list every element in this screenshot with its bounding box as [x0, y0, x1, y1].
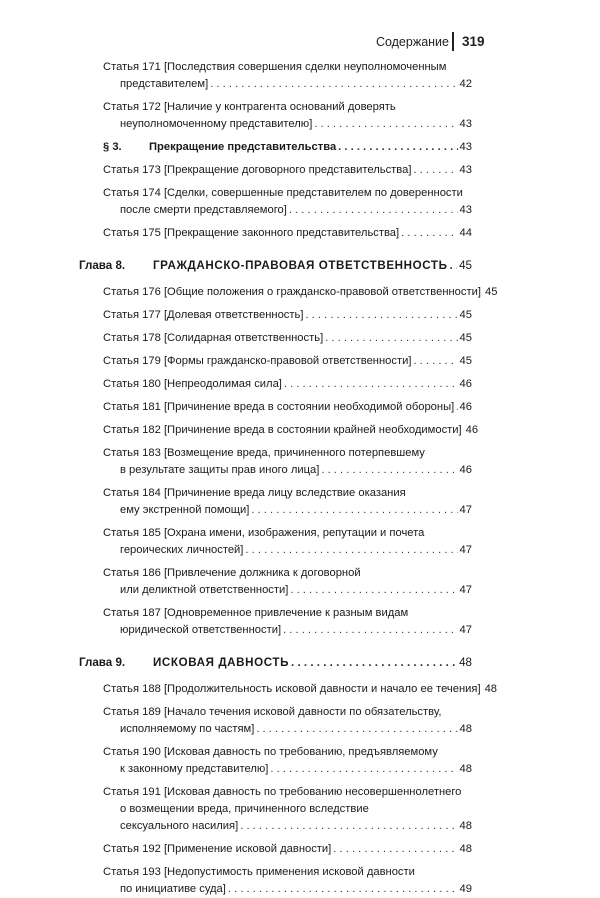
- chapter-number: Глава 8.: [79, 259, 126, 272]
- toc-entry-text: Статья 188 [Продолжительность исковой давности и начало ее течения]: [103, 683, 481, 695]
- toc-page-number: 48: [459, 656, 472, 669]
- dot-leader: [413, 353, 457, 370]
- toc-entry-text: Статья 191 [Исковая давность по требованию несовершеннолетнего: [103, 786, 462, 798]
- toc-line-with-leader: [103, 376, 472, 393]
- toc-line: [103, 525, 472, 542]
- toc-page-number: 46: [459, 378, 472, 390]
- page-number: 319: [462, 34, 485, 49]
- toc-line: [103, 185, 472, 202]
- toc-entry-text: Статья 176 [Общие положения о гражданско-правовой ответственности]: [103, 286, 481, 298]
- toc-article-entry: [103, 376, 472, 393]
- toc-entry-text: Статья 177 [Долевая ответственность]: [103, 309, 304, 321]
- toc-page-number: 42: [459, 78, 472, 90]
- toc-page-number: 43: [459, 204, 472, 216]
- toc-line-with-leader: [103, 622, 472, 639]
- toc-line-with-leader: [103, 330, 472, 347]
- toc-article-entry: [103, 864, 472, 898]
- toc-page-number: 45: [459, 259, 472, 272]
- toc-article-entry: [103, 841, 472, 858]
- toc-entry-text: Статья 181 [Причинение вреда в состоянии необходимой обороны]: [103, 401, 455, 413]
- toc-entry-text: Прекращение представительства: [149, 141, 337, 153]
- dot-leader: [450, 257, 458, 274]
- toc-line-with-leader: [103, 307, 472, 324]
- toc-entry-text: Статья 186 [Привлечение должника к договорной: [103, 567, 361, 579]
- dot-leader: [240, 818, 457, 835]
- toc-page-number: 46: [459, 401, 472, 413]
- toc-line-with-leader: [79, 654, 472, 671]
- toc-entry-text: Статья 185 [Охрана имени, изображения, репутации и почета: [103, 527, 425, 539]
- toc-page-number: 43: [459, 164, 472, 176]
- toc-line-with-leader: [103, 542, 472, 559]
- toc-article-entry: [103, 307, 472, 324]
- toc-line-with-leader: [103, 399, 472, 416]
- toc-page-number: 47: [459, 504, 472, 516]
- dot-leader: [305, 307, 457, 324]
- toc-line-with-leader: [103, 116, 472, 133]
- dot-leader: [228, 881, 458, 898]
- toc-entry-text: Статья 193 [Недопустимость применения исковой давности: [103, 866, 415, 878]
- section-number: § 3.: [103, 141, 122, 153]
- dot-leader: [401, 225, 457, 242]
- toc-page-number: 43: [459, 141, 472, 153]
- toc-article-entry: [103, 399, 472, 416]
- dot-leader: [251, 502, 457, 519]
- toc-section-entry: [103, 139, 472, 156]
- toc-page-number: 48: [484, 683, 498, 695]
- toc-entry-text: или деликтной ответственности]: [120, 584, 289, 596]
- running-header: [0, 32, 600, 54]
- toc-page-number: 49: [459, 883, 472, 895]
- toc-line: [103, 565, 472, 582]
- dot-leader: [283, 622, 457, 639]
- toc-line-with-leader: [103, 76, 472, 93]
- toc-page-number: 48: [459, 843, 472, 855]
- toc-page-number: 45: [459, 332, 472, 344]
- header-separator: [452, 32, 454, 51]
- toc-entry-text: Статья 175 [Прекращение законного представительства]: [103, 227, 400, 239]
- toc-line-with-leader: [103, 721, 472, 738]
- toc-entry-text: Статья 183 [Возмещение вреда, причиненного потерпевшему: [103, 447, 425, 459]
- toc-article-entry: [103, 185, 472, 219]
- toc-article-entry: [103, 225, 472, 242]
- toc-entry-text: героических личностей]: [120, 544, 244, 556]
- toc-article-entry: [103, 162, 472, 179]
- toc-line-with-leader: [79, 257, 472, 274]
- toc-page-number: 48: [459, 763, 472, 775]
- toc-line-with-leader: [103, 761, 472, 778]
- toc-entry-text: неуполномоченному представителю]: [120, 118, 313, 130]
- toc-line: [103, 605, 472, 622]
- toc-chapter-entry: [79, 257, 472, 274]
- toc-article-entry: [103, 353, 472, 370]
- toc-line: [103, 99, 472, 116]
- toc-entry-text: юридической ответственности]: [120, 624, 282, 636]
- toc-line: [103, 704, 472, 721]
- dot-leader: [284, 376, 458, 393]
- toc-line: [103, 485, 472, 502]
- toc-line-with-leader: [103, 353, 472, 370]
- dot-leader: [245, 542, 457, 559]
- toc-page-number: 48: [459, 723, 472, 735]
- toc-entry-text: Статья 178 [Солидарная ответственность]: [103, 332, 324, 344]
- toc-line-with-leader: [103, 284, 498, 301]
- toc-entry-text: ИСКОВАЯ ДАВНОСТЬ: [153, 656, 290, 669]
- toc-line-with-leader: [103, 502, 472, 519]
- toc-entry-text: Статья 192 [Применение исковой давности]: [103, 843, 332, 855]
- dot-leader: [290, 582, 457, 599]
- toc-article-entry: [103, 485, 472, 519]
- toc-page-number: 45: [459, 309, 472, 321]
- toc-entry-text: Статья 174 [Сделки, совершенные представителем по доверенности: [103, 187, 463, 199]
- dot-leader: [333, 841, 457, 858]
- dot-leader: [270, 761, 457, 778]
- toc-line-with-leader: [103, 139, 472, 156]
- toc-article-entry: [103, 744, 472, 778]
- dot-leader: [210, 76, 457, 93]
- toc-article-entry: [103, 681, 498, 698]
- toc-article-entry: [103, 565, 472, 599]
- toc-entry-text: Статья 182 [Причинение вреда в состоянии крайней необходимости]: [103, 424, 462, 436]
- toc-entry-text: исполняемому по частям]: [120, 723, 255, 735]
- toc-entry-text: Статья 189 [Начало течения исковой давности по обязательству,: [103, 706, 442, 718]
- toc-line-with-leader: [103, 225, 472, 242]
- toc-article-entry: [103, 422, 479, 439]
- toc-article-entry: [103, 784, 472, 835]
- toc-entry-text: к законному представителю]: [120, 763, 269, 775]
- toc-entry-text: представителем]: [120, 78, 209, 90]
- toc-article-entry: [103, 605, 472, 639]
- toc-page-number: 47: [459, 624, 472, 636]
- dot-leader: [291, 654, 457, 671]
- toc-line: [103, 744, 472, 761]
- toc-line: [103, 864, 472, 881]
- toc-page-number: 46: [465, 424, 479, 436]
- toc-page-number: 45: [484, 286, 498, 298]
- toc-line: [103, 784, 472, 801]
- toc-page-number: 44: [459, 227, 472, 239]
- toc-entry-text: по инициативе суда]: [120, 883, 226, 895]
- toc-entry-text: Статья 173 [Прекращение договорного представительства]: [103, 164, 412, 176]
- toc-article-entry: [103, 445, 472, 479]
- toc-article-entry: [103, 704, 472, 738]
- toc-entry-text: ГРАЖДАНСКО-ПРАВОВАЯ ОТВЕТСТВЕННОСТЬ: [153, 259, 448, 272]
- toc-entry-text: в результате защиты прав иного лица]: [120, 464, 320, 476]
- dot-leader: [314, 116, 457, 133]
- toc-line: [103, 445, 472, 462]
- toc-line-with-leader: [103, 681, 498, 698]
- toc-article-entry: [103, 284, 498, 301]
- toc-line-with-leader: [103, 582, 472, 599]
- dot-leader: [256, 721, 457, 738]
- toc-line-with-leader: [103, 422, 479, 439]
- toc-page-number: 48: [459, 820, 472, 832]
- toc-line-with-leader: [103, 162, 472, 179]
- toc-entry-text: Статья 184 [Причинение вреда лицу вследствие оказания: [103, 487, 406, 499]
- dot-leader: [413, 162, 457, 179]
- dot-leader: [325, 330, 457, 347]
- toc-page-number: 46: [459, 464, 472, 476]
- toc-page-number: 47: [459, 544, 472, 556]
- toc-entry-text: Статья 190 [Исковая давность по требованию, предъявляемому: [103, 746, 438, 758]
- toc-line: [103, 59, 472, 76]
- toc-entry-text: Статья 180 [Непреодолимая сила]: [103, 378, 282, 390]
- toc-line-with-leader: [103, 202, 472, 219]
- dot-leader: [289, 202, 458, 219]
- dot-leader: [321, 462, 457, 479]
- toc-chapter-entry: [79, 654, 472, 671]
- toc-entry-text: Статья 172 [Наличие у контрагента оснований доверять: [103, 101, 396, 113]
- toc-article-entry: [103, 330, 472, 347]
- toc-entry-text: о возмещении вреда, причиненного вследствие: [120, 803, 369, 815]
- header-title: Содержание: [375, 35, 449, 49]
- toc-line-with-leader: [103, 841, 472, 858]
- toc-page-number: 47: [459, 584, 472, 596]
- dot-leader: [338, 139, 457, 156]
- toc-entry-text: Статья 171 [Последствия совершения сделки неуполномоченным: [103, 61, 447, 73]
- toc-entry-text: Статья 187 [Одновременное привлечение к разным видам: [103, 607, 409, 619]
- toc-article-entry: [103, 99, 472, 133]
- toc-line-with-leader: [103, 818, 472, 835]
- toc-article-entry: [103, 525, 472, 559]
- dot-leader: [456, 399, 457, 416]
- toc-page-number: 45: [459, 355, 472, 367]
- toc-line: [103, 801, 472, 818]
- chapter-number: Глава 9.: [79, 656, 126, 669]
- toc-article-entry: [103, 59, 472, 93]
- toc-entry-text: после смерти представляемого]: [120, 204, 287, 216]
- toc-entry-text: ему экстренной помощи]: [120, 504, 250, 516]
- toc-line-with-leader: [103, 462, 472, 479]
- toc-entry-text: Статья 179 [Формы гражданско-правовой ответственности]: [103, 355, 412, 367]
- toc-entry-text: сексуального насилия]: [120, 820, 239, 832]
- toc-line-with-leader: [103, 881, 472, 898]
- toc-page-number: 43: [459, 118, 472, 130]
